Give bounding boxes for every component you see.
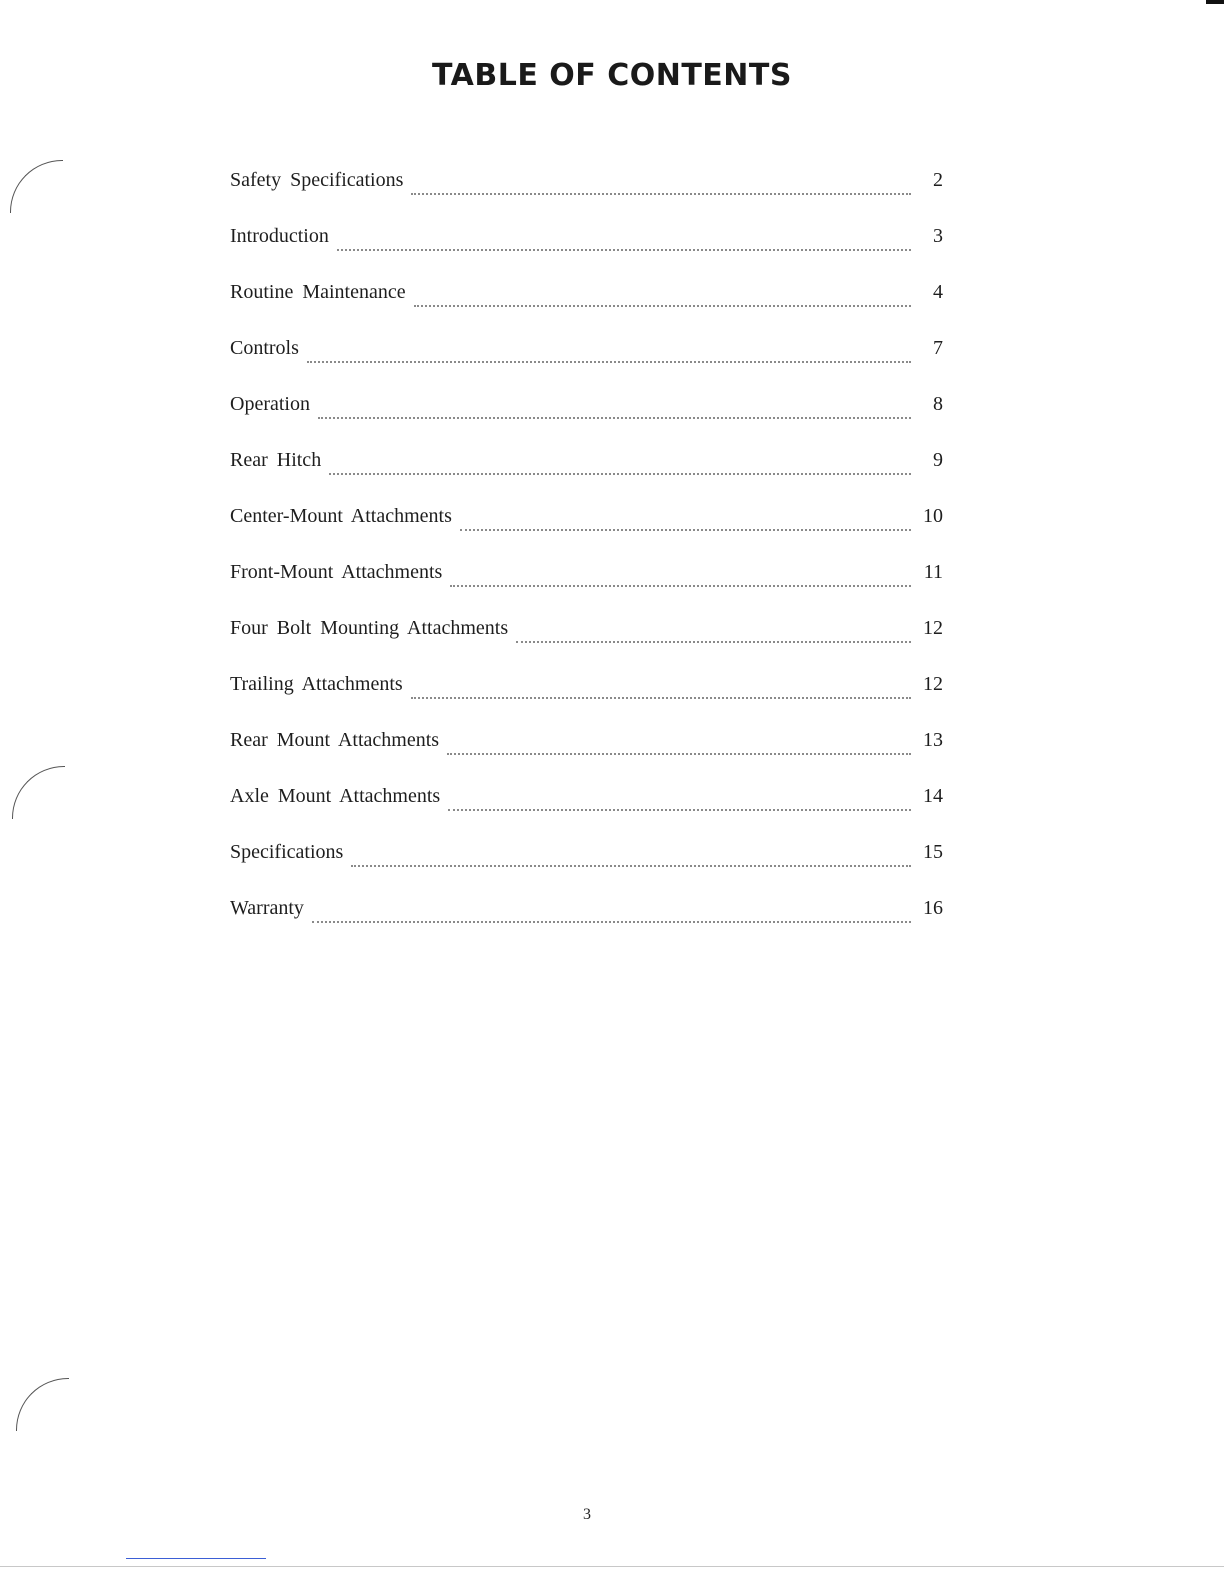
toc-entry-page: 16 xyxy=(923,897,943,919)
scan-bottom-rule xyxy=(0,1566,1224,1567)
toc-entry[interactable] xyxy=(230,498,943,554)
punch-hole-bottom xyxy=(16,1378,69,1431)
dot-leader xyxy=(318,417,911,419)
toc-entry-page: 2 xyxy=(933,169,943,191)
toc-entry[interactable] xyxy=(230,890,943,946)
page-number: 3 xyxy=(583,1506,591,1523)
toc-entry-label: Warranty xyxy=(230,897,304,919)
toc-entry-label: Rear Mount Attachments xyxy=(230,729,440,751)
toc-entry-page: 15 xyxy=(923,841,943,863)
toc-entry[interactable] xyxy=(230,834,943,890)
toc-entry[interactable] xyxy=(230,610,943,666)
toc-entry-label: Introduction xyxy=(230,225,329,247)
toc-entry-page: 12 xyxy=(923,617,943,639)
dot-leader xyxy=(411,697,911,699)
dot-leader xyxy=(307,361,911,363)
scan-corner-mark xyxy=(1206,0,1224,4)
toc-entry-label: Front-Mount Attachments xyxy=(230,561,443,583)
toc-entry[interactable] xyxy=(230,162,943,218)
toc-entry[interactable] xyxy=(230,778,943,834)
toc-entry[interactable] xyxy=(230,386,943,442)
toc-entry-page: 9 xyxy=(933,449,943,471)
toc-entry-label: Controls xyxy=(230,337,299,359)
toc-entry[interactable] xyxy=(230,274,943,330)
toc-entry[interactable] xyxy=(230,554,943,610)
dot-leader xyxy=(460,529,911,531)
toc-entry-label: Trailing Attachments xyxy=(230,673,403,695)
toc-entry-label: Four Bolt Mounting Attachments xyxy=(230,617,509,639)
toc-entry-page: 7 xyxy=(933,337,943,359)
dot-leader xyxy=(450,585,911,587)
punch-hole-middle xyxy=(12,766,65,819)
toc-entry-label: Specifications xyxy=(230,841,344,863)
toc-entry-page: 10 xyxy=(923,505,943,527)
toc-entry-label: Routine Maintenance xyxy=(230,281,406,303)
toc-entry-label: Safety Specifications xyxy=(230,169,404,191)
dot-leader xyxy=(337,249,911,251)
toc-entry-page: 14 xyxy=(923,785,943,807)
toc-entry[interactable] xyxy=(230,722,943,778)
toc-entry-page: 12 xyxy=(923,673,943,695)
toc-entry-page: 11 xyxy=(923,561,943,583)
toc-entry-label: Rear Hitch xyxy=(230,449,322,471)
dot-leader xyxy=(447,753,911,755)
toc-entry[interactable] xyxy=(230,666,943,722)
toc-entry-label: Operation xyxy=(230,393,310,415)
table-of-contents xyxy=(230,162,943,946)
dot-leader xyxy=(312,921,911,923)
dot-leader xyxy=(329,473,911,475)
dot-leader xyxy=(351,865,911,867)
toc-entry-label: Axle Mount Attachments xyxy=(230,785,441,807)
toc-entry-page: 4 xyxy=(933,281,943,303)
toc-entry-page: 13 xyxy=(923,729,943,751)
toc-entry[interactable] xyxy=(230,330,943,386)
toc-entry-page: 8 xyxy=(933,393,943,415)
punch-hole-top xyxy=(10,160,63,213)
dot-leader xyxy=(516,641,911,643)
toc-entry[interactable] xyxy=(230,218,943,274)
toc-entry-label: Center-Mount Attachments xyxy=(230,505,452,527)
dot-leader xyxy=(414,305,911,307)
dot-leader xyxy=(411,193,911,195)
scan-underline-mark xyxy=(126,1558,266,1559)
page-title: TABLE OF CONTENTS xyxy=(432,58,792,93)
toc-entry-page: 3 xyxy=(933,225,943,247)
dot-leader xyxy=(448,809,911,811)
toc-entry[interactable] xyxy=(230,442,943,498)
